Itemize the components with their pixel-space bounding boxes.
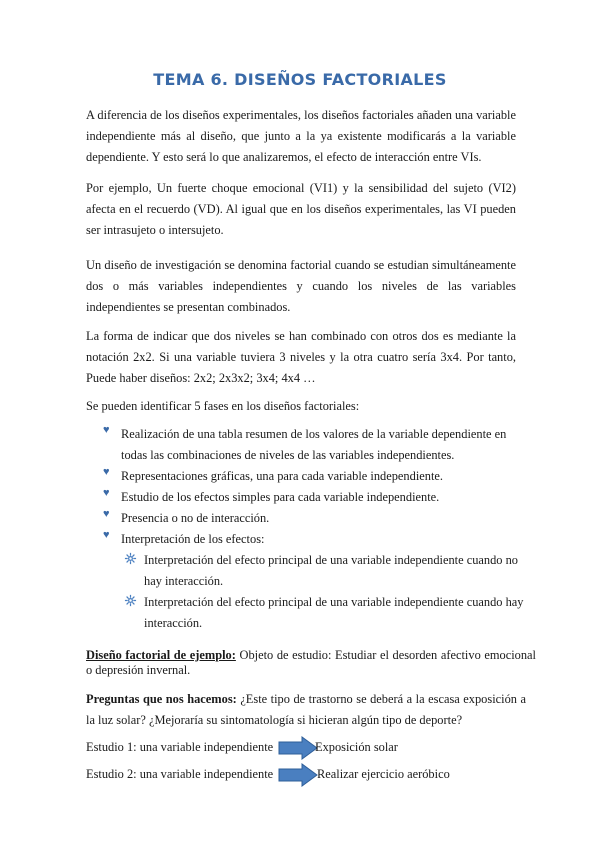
flower-bullet-icon (124, 594, 137, 610)
study-1-row (86, 736, 526, 760)
study-2-result: Realizar ejercicio aeróbico (317, 767, 450, 781)
definition-paragraph: Un diseño de investigación se denomina factorial cuando se estudian simultáneamente dos o más variables independientes y cuando los niveles de las variables independientes se presentan combinados. (86, 258, 516, 314)
study-2-row (86, 763, 526, 787)
heart-bullet-icon: ♥ (103, 466, 110, 478)
example-design-heading: Diseño factorial de ejemplo: (86, 648, 236, 662)
phases-intro: Se pueden identificar 5 fases en los diseños factoriales: (86, 399, 360, 413)
flower-bullet-icon (124, 552, 137, 568)
document-page: TEMA 6. DISEÑOS FACTORIALES A diferencia de los diseños experimentales, los diseños factoriales añaden una variable independiente más al diseño, que junto a la ya existente modificarás a la variable dependiente. Y esto será lo que analizaremos, el efecto de interacción entre VIs. Por ejemplo, Un fuerte choque emocional (VI1) y la sensibilidad del sujeto (VI2) afecta en el recuerdo (VD). Al igual que en los diseños experimentales, las VI pueden ser intrasujeto o intersujeto. Un diseño de investigación se denomina factorial cuando se estudian simultáneamente dos o más variables independientes y cuando los niveles de las variables independientes se presentan combinados. La forma de indicar que dos niveles se han combinado con otros dos es mediante la notación 2x2. Si una variable tuviera 3 niveles y la otra cuatro sería 3x4. Por tanto, Puede haber diseños: 2x2; 2x3x2; 3x4; 4x4 … Se pueden identificar 5 fases en los diseños factoriales: ♥ Realización de una tabla resumen de los valores de la variable dependiente en todas las combinaciones de niveles de las variables independientes. ♥ Representaciones gráficas, una para cada variable independiente. ♥ Estudio de los efectos simples para cada variable independiente. ♥ Presencia o no de interacción. ♥ Interpretación de los efectos: Interpretación del efecto principal de una variable independiente cuando no hay interacción. Interpretación del efecto principal de una variable independiente cuando hay interacción. Diseño factorial de ejemplo: Objeto de estudio: Estudiar el desorden afectivo emocional o depresión invernal. Preguntas que nos hacemos: ¿Este tipo de trastorno se deberá a la escasa exposición a la luz solar? ¿Mejoraría su sintomatología si hicieran algún tipo de deporte? Estudio 1: una variable independiente Exposición solar Estudio 2: una variable independiente Realizar ejercicio aeróbico (0, 0, 600, 848)
right-arrow-icon (278, 736, 318, 760)
example-design-text: Objeto de estudio: Estudiar el desorden afectivo emocional o depresión invernal. (86, 648, 536, 677)
questions-heading: Preguntas que nos hacemos: (86, 692, 237, 706)
page-title: TEMA 6. DISEÑOS FACTORIALES (153, 70, 447, 89)
study-1-result: Exposición solar (315, 740, 398, 754)
study-1-label: Estudio 1: una variable independiente (86, 740, 274, 754)
example-paragraph: Por ejemplo, Un fuerte choque emocional (VI1) y la sensibilidad del sujeto (VI2) afecta en el recuerdo (VD). Al igual que en los diseños experimentales, las VI pueden ser intrasujeto o intersujeto. (86, 181, 516, 237)
heart-bullet-icon: ♥ (103, 529, 110, 541)
heart-bullet-icon: ♥ (103, 424, 110, 436)
notation-paragraph: La forma de indicar que dos niveles se han combinado con otros dos es mediante la notación 2x2. Si una variable tuviera 3 niveles y la otra cuatro sería 3x4. Por tanto, Puede haber diseños: 2x2; 2x3x2; 3x4; 4x4 … (86, 329, 516, 385)
intro-paragraph: A diferencia de los diseños experimentales, los diseños factoriales añaden una variable independiente más al diseño, que junto a la ya existente modificarás a la variable dependiente. Y esto será lo que analizaremos, el efecto de interacción entre VIs. (86, 108, 516, 164)
questions-text: ¿Este tipo de trastorno se deberá a la escasa exposición a la luz solar? ¿Mejoraría su sintomatología si hicieran algún tipo de deporte? (86, 692, 526, 727)
heart-bullet-icon: ♥ (103, 508, 110, 520)
heart-bullet-icon: ♥ (103, 487, 110, 499)
questions-paragraph (86, 689, 526, 731)
right-arrow-icon (278, 763, 318, 787)
study-2-label: Estudio 2: una variable independiente (86, 767, 274, 781)
example-design-paragraph (86, 648, 536, 678)
